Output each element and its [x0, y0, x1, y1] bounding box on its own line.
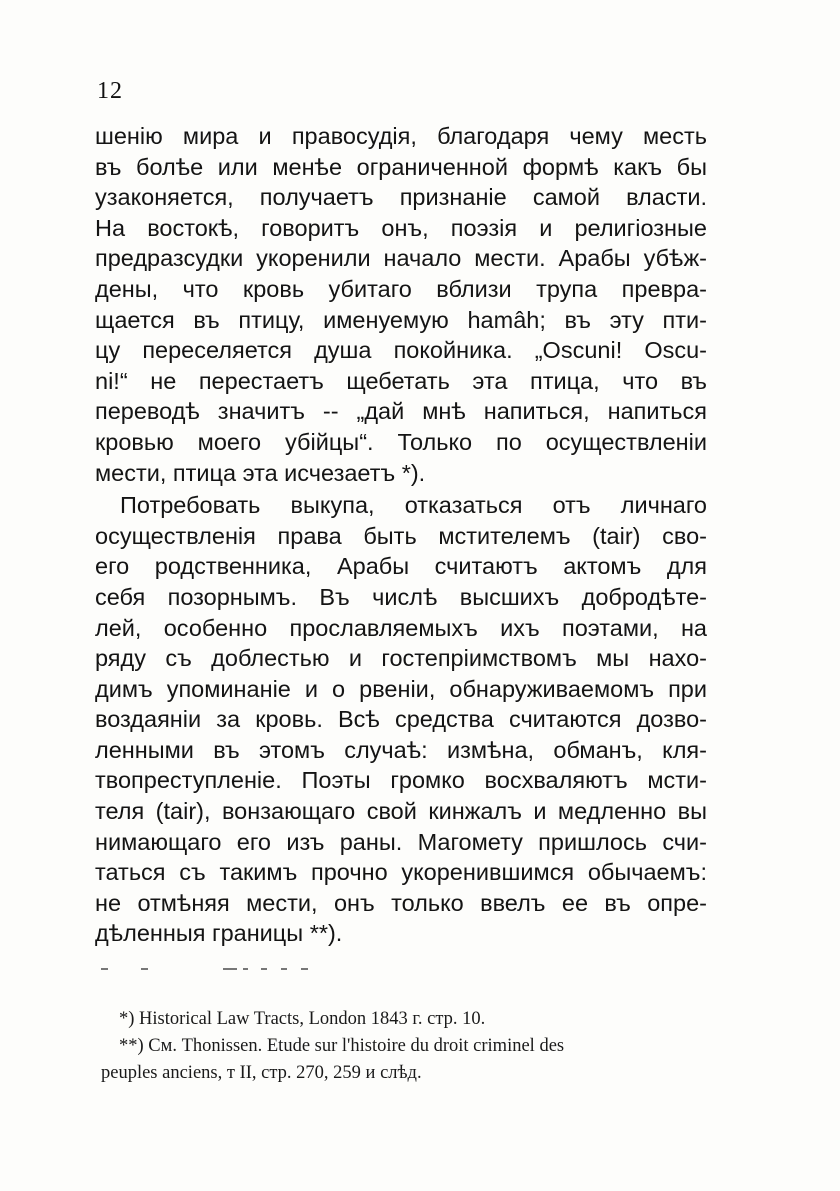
text-line: дены, что кровь убитаго вблизи трупа превра- [95, 275, 707, 302]
text-line: мести, птица эта исчезаетъ *). [95, 459, 426, 486]
text-line: димъ упоминаніе и о рвеніи, обнаруживаемомъ при [95, 675, 707, 702]
text-line: шенію мира и правосудія, благодаря чему месть [95, 123, 707, 149]
footnote-line: peuples anciens, т II, стр. 270, 259 и слѣд. [101, 1063, 422, 1083]
text-line: осуществленія права быть мстителемъ (tair) сво- [95, 522, 707, 549]
text-line: ni!“ не перестаетъ щебетать эта птица, что въ [95, 367, 707, 394]
separator-dash [301, 968, 308, 970]
text-line: себя позорнымъ. Въ числѣ высшихъ добродѣте- [95, 583, 707, 610]
separator-dash [243, 968, 248, 970]
text-line: таться съ такимъ прочно укоренившимся обычаемъ: [95, 859, 707, 886]
text-line: его родственника, Арабы считаютъ актомъ для [95, 553, 707, 580]
separator-dash [141, 968, 148, 970]
footnotes [101, 1006, 711, 1087]
text-line: переводѣ значитъ -- „дай мнѣ напиться, напиться [95, 398, 707, 425]
main-text [95, 121, 707, 949]
text-line: лей, особенно прославляемыхъ ихъ поэтами, на [95, 614, 707, 641]
text-line: нимающаго его изъ раны. Магомету пришлось счи- [95, 828, 707, 855]
text-line: щается въ птицу, именуемую hamâh; въ эту пти- [95, 306, 707, 333]
text-line: ленными въ этомъ случаѣ: измѣна, обманъ, кля- [95, 736, 707, 763]
text-line: кровью моего убійцы“. Только по осуществленіи [95, 428, 707, 455]
separator-dash [101, 968, 108, 970]
footnote-separator [101, 966, 311, 972]
page-number: 12 [97, 78, 123, 104]
text-line: въ болѣе или менѣе ограниченной формѣ какъ бы [95, 153, 707, 180]
text-line: дѣленныя границы **). [95, 920, 343, 947]
paragraph [95, 490, 707, 949]
paragraph [95, 121, 707, 488]
text-line: узаконяется, получаетъ признаніе самой власти. [95, 184, 707, 211]
text-line: теля (tair), вонзающаго свой кинжалъ и медленно вы [95, 798, 707, 825]
footnote [101, 1006, 711, 1033]
text-line: предразсудки укоренили начало мести. Арабы убѣж- [95, 245, 707, 272]
text-line: не отмѣняя мести, онъ только ввелъ ее въ опре- [95, 889, 707, 916]
separator-dash [281, 968, 287, 970]
text-line: Потребовать выкупа, отказаться отъ личнаго [120, 492, 707, 519]
text-line: цу переселяется душа покойника. „Oscuni! Oscu- [95, 337, 707, 364]
separator-dash [261, 968, 267, 970]
footnote-line: **) См. Thonissen. Etude sur l'histoire du droit criminel des [119, 1036, 565, 1056]
text-line: На востокѣ, говоритъ онъ, поэзія и религіозные [95, 214, 707, 241]
separator-dash [223, 968, 237, 970]
footnote [101, 1033, 711, 1087]
text-line: твопреступленіе. Поэты громко восхваляютъ мсти- [95, 767, 707, 794]
text-line: воздаяніи за кровь. Всѣ средства считаются дозво- [95, 706, 707, 733]
footnote-line: *) Historical Law Tracts, London 1843 г. стр. 10. [119, 1009, 486, 1029]
text-line: ряду съ доблестью и гостепріимствомъ мы нахо- [95, 645, 707, 672]
